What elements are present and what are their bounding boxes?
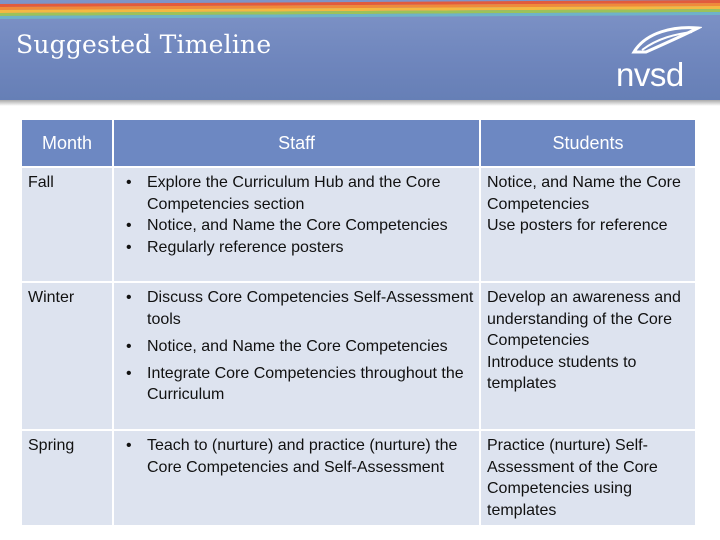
students-cell: [480, 282, 696, 430]
staff-item: • Integrate Core Competencies throughout the Curriculum: [147, 363, 475, 406]
header-shadow: [0, 100, 720, 106]
header-staff: Staff: [113, 119, 480, 167]
table-row-fall: [21, 167, 696, 282]
staff-item: • Teach to (nurture) and practice (nurture) the Core Competencies and Self-Assessment: [147, 435, 475, 478]
students-item: Practice (nurture) Self-Assessment of the Core Competencies using templates: [487, 437, 658, 519]
timeline-table: [20, 118, 697, 527]
staff-item: • Regularly reference posters: [147, 237, 475, 259]
staff-item: • Notice, and Name the Core Competencies: [147, 215, 475, 237]
table-row-spring: [21, 430, 696, 526]
staff-cell: [113, 282, 480, 430]
month-cell: Winter: [21, 282, 113, 430]
students-item: Use posters for reference: [487, 217, 668, 234]
rainbow-band: [0, 0, 720, 22]
header-month: Month: [21, 119, 113, 167]
students-item: Develop an awareness and understanding of the Core Competencies: [487, 289, 681, 349]
header-students: Students: [480, 119, 696, 167]
students-item: Notice, and Name the Core Competencies: [487, 174, 681, 213]
staff-cell: [113, 167, 480, 282]
students-item: Introduce students to templates: [487, 353, 637, 392]
staff-cell: [113, 430, 480, 526]
slide-header: [0, 0, 720, 100]
month-cell: Spring: [21, 430, 113, 526]
month-cell: Fall: [21, 167, 113, 282]
slide-title: Suggested Timeline: [16, 30, 272, 59]
students-cell: [480, 430, 696, 526]
table-row-winter: [21, 282, 696, 430]
students-cell: [480, 167, 696, 282]
staff-item: • Discuss Core Competencies Self-Assessment tools: [147, 287, 475, 330]
staff-item: • Notice, and Name the Core Competencies: [147, 336, 475, 358]
table-header-row: [21, 119, 696, 167]
nvsd-logo-text: nvsd: [616, 56, 684, 93]
staff-item: • Explore the Curriculum Hub and the Core Competencies section: [147, 172, 475, 215]
